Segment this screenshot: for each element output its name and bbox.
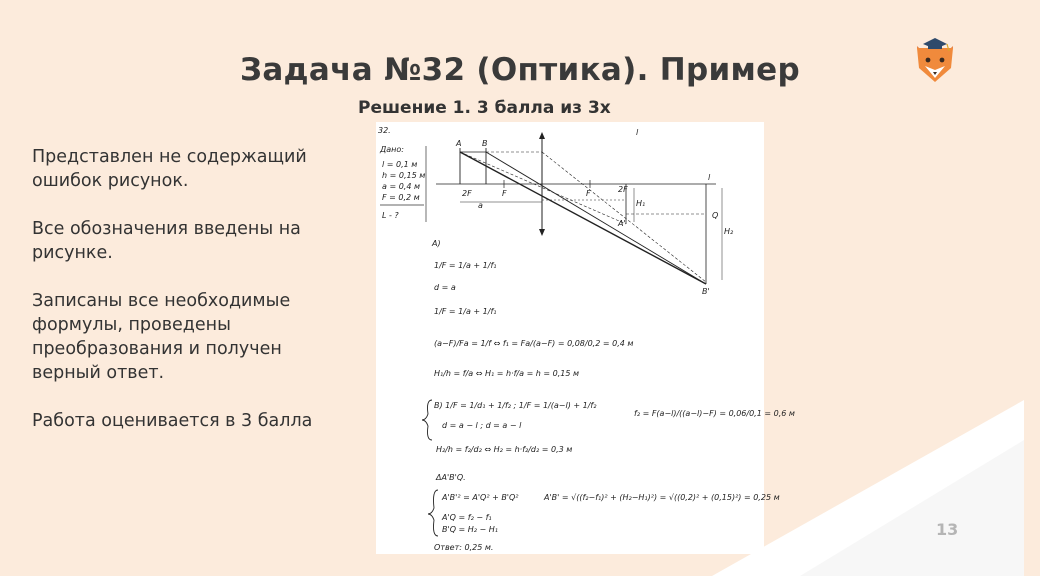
formula-line: H₁/h = f/a ⇔ H₁ = h·f/a = h = 0,15 м bbox=[434, 369, 580, 378]
svg-text:A': A' bbox=[618, 219, 626, 228]
formula-line: d = a − l ; d = a − l bbox=[442, 421, 522, 430]
svg-text:H₂: H₂ bbox=[724, 227, 734, 236]
criteria-paragraph: Все обозначения введены на рисунке. bbox=[32, 219, 301, 263]
formula-line: A) bbox=[432, 239, 441, 248]
svg-text:H₁: H₁ bbox=[636, 199, 646, 208]
formula-line: B) 1/F = 1/d₁ + 1/f₂ ; 1/F = 1/(a−l) + 1/f₂ bbox=[434, 401, 597, 410]
given-header: Дано: bbox=[380, 145, 404, 154]
formula-line: d = a bbox=[434, 283, 456, 292]
svg-text:2F: 2F bbox=[618, 185, 628, 194]
handwritten-solution-scan bbox=[376, 122, 795, 554]
page-number: 13 bbox=[936, 520, 959, 539]
criteria-paragraph: Записаны все необходимые формулы, проведены преобразования и получен верный ответ. bbox=[32, 291, 291, 383]
svg-text:B: B bbox=[482, 139, 488, 148]
formula-line: ΔA'B'Q. bbox=[436, 473, 466, 482]
given-item: F = 0,2 м bbox=[382, 193, 420, 202]
svg-text:F: F bbox=[502, 189, 507, 198]
given-item: a = 0,4 м bbox=[382, 182, 420, 191]
formula-line: A'B'² = A'Q² + B'Q² bbox=[442, 493, 519, 502]
svg-text:A: A bbox=[456, 139, 462, 148]
problem-number: 32. bbox=[378, 126, 391, 135]
criteria-paragraph: Представлен не содержащий ошибок рисунок. bbox=[32, 147, 307, 191]
formula-line: 1/F = 1/a + 1/f₁ bbox=[434, 261, 497, 270]
given-item: h = 0,15 м bbox=[382, 171, 426, 180]
formula-line: H₂/h = f₂/d₂ ⇔ H₂ = h·f₂/d₂ = 0,3 м bbox=[436, 445, 573, 454]
answer-line: Ответ: 0,25 м. bbox=[434, 543, 494, 552]
formula-line: 1/F = 1/a + 1/f₁ bbox=[434, 307, 497, 316]
svg-text:Q: Q bbox=[712, 211, 719, 220]
svg-text:l: l bbox=[708, 173, 711, 182]
given-item: l = 0,1 м bbox=[382, 160, 418, 169]
fox-mascot-icon bbox=[913, 38, 957, 84]
svg-text:B': B' bbox=[702, 287, 710, 296]
formula-line: f₂ = F(a−l)/((a−l)−F) = 0,06/0,1 = 0,6 м bbox=[634, 409, 795, 418]
svg-text:l: l bbox=[636, 128, 639, 137]
formula-line: B'Q = H₂ − H₁ bbox=[442, 525, 499, 534]
formula-line: (a−F)/Fa = 1/f ⇔ f₁ = Fa/(a−F) = 0,08/0,2 = 0,4 м bbox=[434, 339, 634, 348]
svg-text:a: a bbox=[478, 201, 483, 210]
slide-subtitle: Решение 1. 3 балла из 3х bbox=[358, 98, 611, 118]
criteria-text bbox=[32, 145, 347, 457]
formula-line: A'B' = √((f₂−f₁)² + (H₂−H₁)²) = √((0,2)² + (0,15)²) = 0,25 м bbox=[544, 493, 780, 502]
svg-text:2F: 2F bbox=[462, 189, 472, 198]
svg-text:F: F bbox=[586, 189, 591, 198]
formula-line: A'Q = f₂ − f₁ bbox=[442, 513, 492, 522]
slide-title: Задача №32 (Оптика). Пример bbox=[240, 52, 800, 88]
given-item: L - ? bbox=[382, 211, 399, 220]
criteria-paragraph: Работа оценивается в 3 балла bbox=[32, 411, 313, 431]
